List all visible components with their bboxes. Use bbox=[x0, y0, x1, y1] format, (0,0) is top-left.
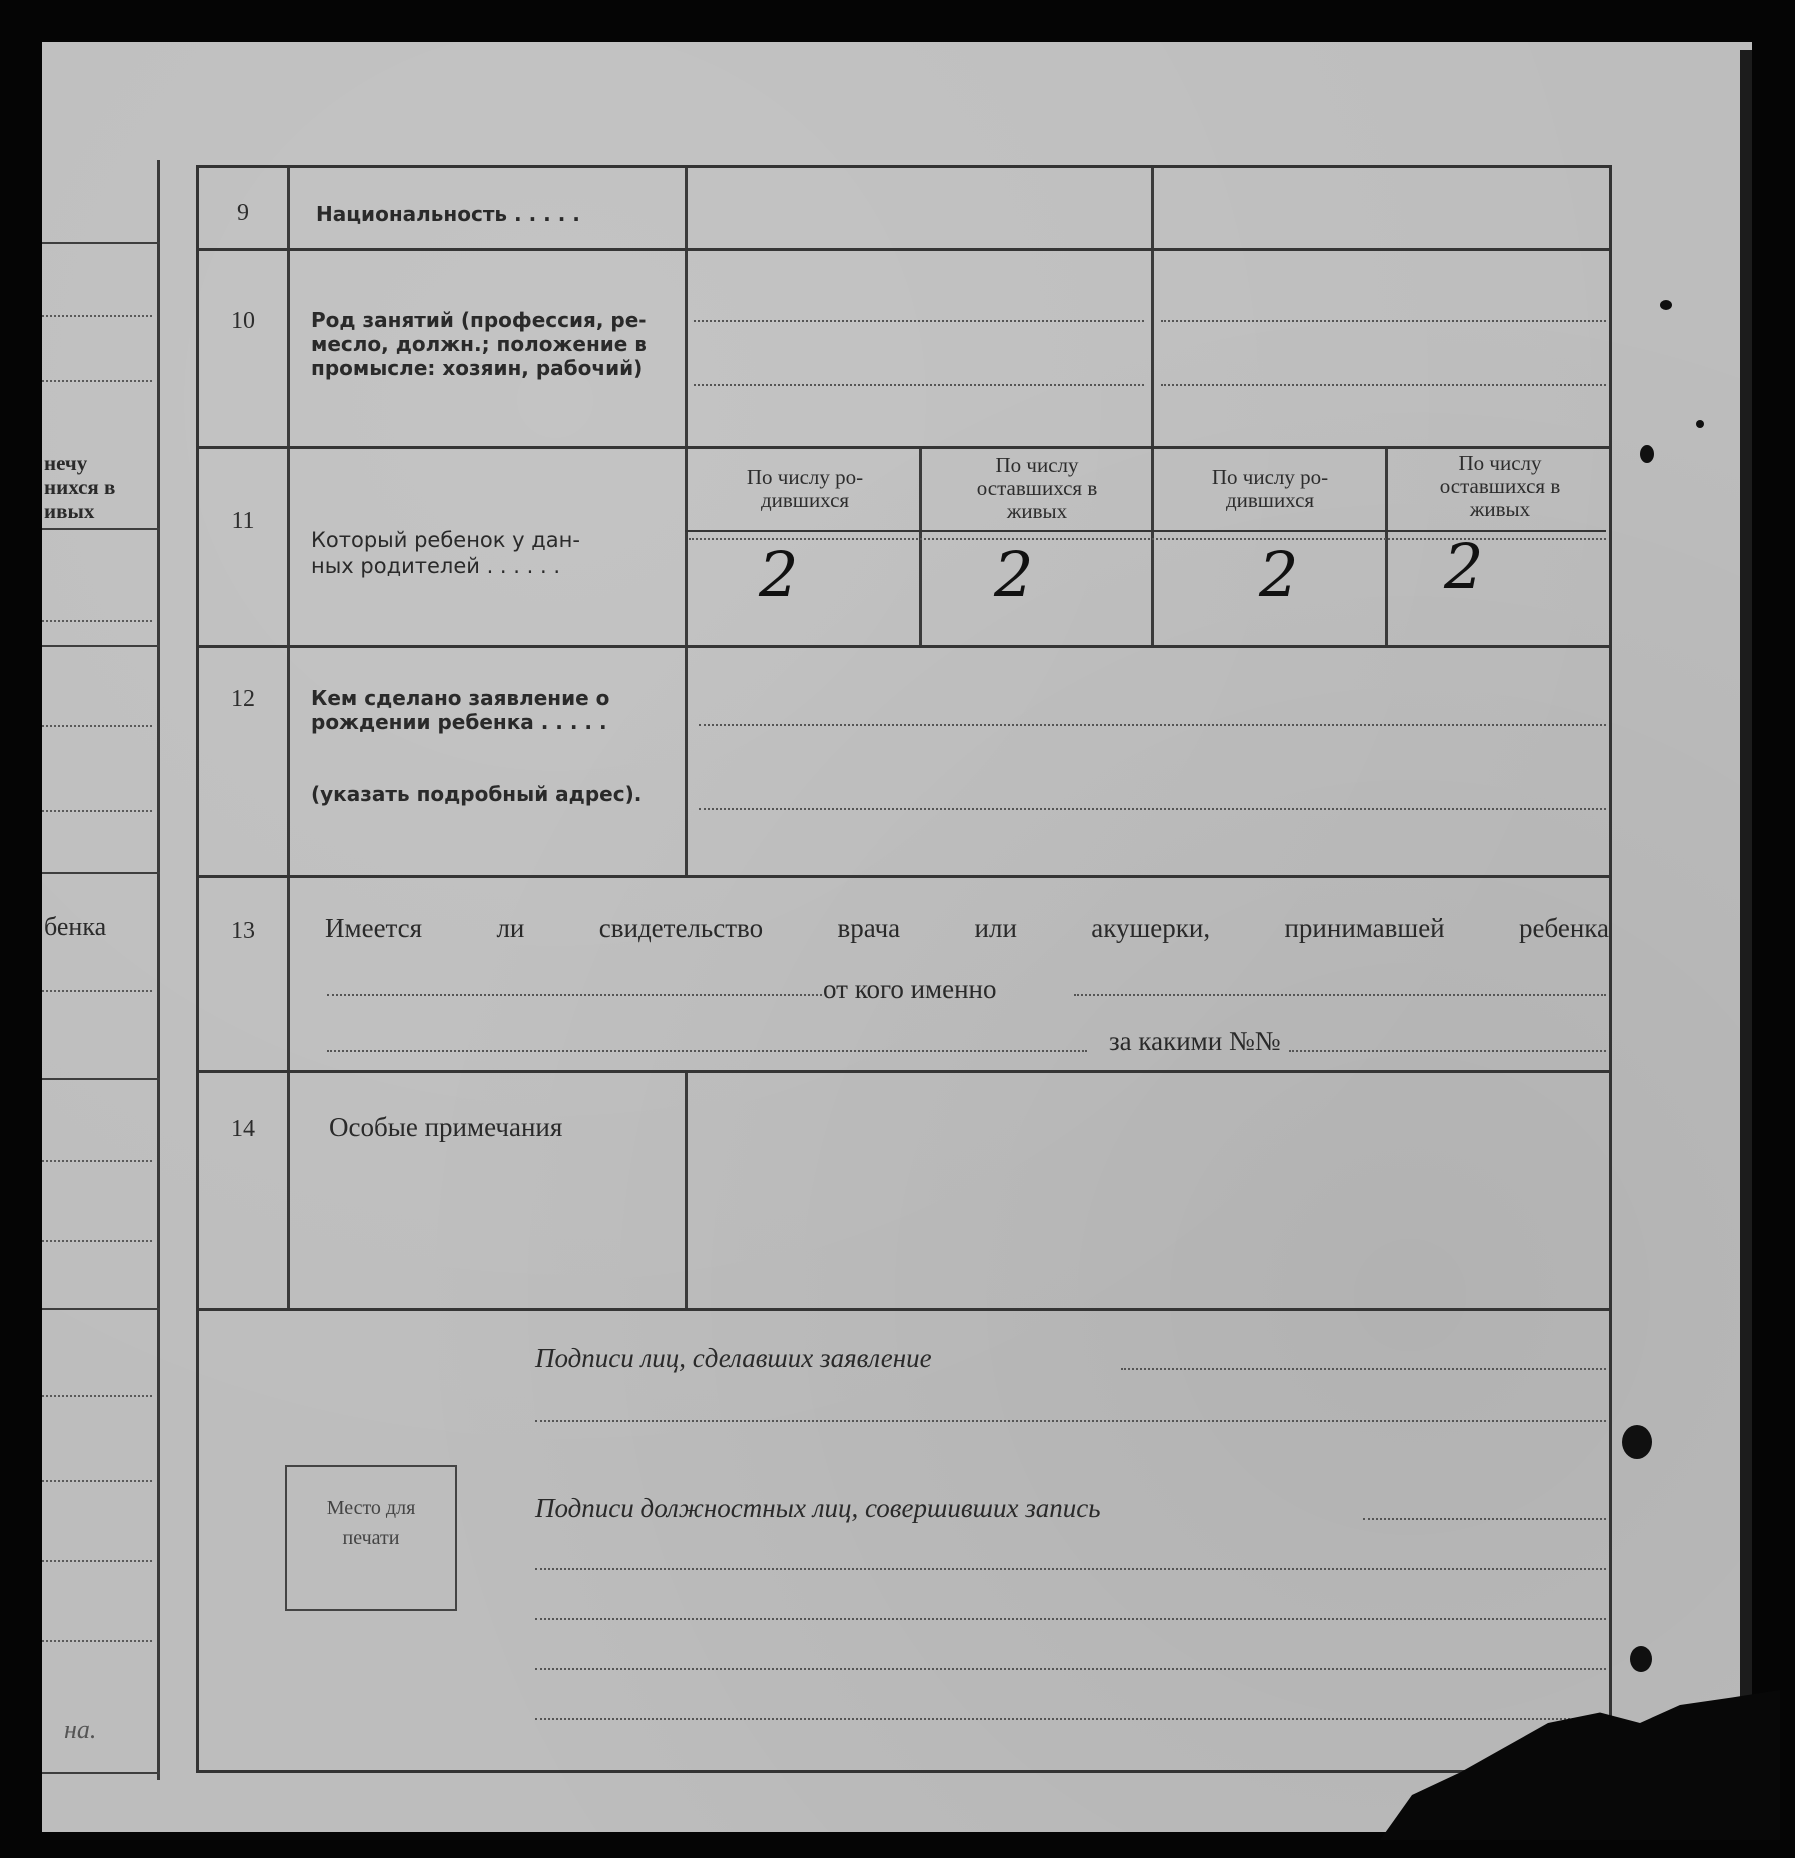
row-14-label: Особые примечания bbox=[329, 1112, 563, 1142]
officials-signature-line bbox=[535, 1668, 1606, 1670]
row-9-label: Национальность . . . . . bbox=[316, 202, 580, 226]
punch-hole-mark bbox=[1622, 1425, 1652, 1459]
left-strip-border bbox=[157, 160, 160, 1780]
col-header-born-2 bbox=[1155, 466, 1385, 512]
applicants-signature-line bbox=[1121, 1368, 1606, 1370]
col-header-line: дившихся bbox=[1225, 488, 1315, 512]
stamp-placeholder bbox=[285, 1465, 457, 1611]
row-divider bbox=[199, 248, 1609, 251]
row-11-number: 11 bbox=[231, 508, 255, 534]
left-strip-rule bbox=[42, 872, 160, 874]
row-12-label-line1: Кем сделано заявление о bbox=[311, 686, 610, 710]
handwritten-alive-1: 2 bbox=[994, 538, 1034, 611]
row-12-number: 12 bbox=[231, 686, 255, 712]
left-fragment-4: бенка bbox=[44, 912, 107, 941]
col-header-alive-2 bbox=[1389, 452, 1611, 521]
left-fragment-5: на. bbox=[64, 1715, 97, 1744]
row-12-label-line2: рождении ребенка . . . . . bbox=[311, 710, 607, 734]
left-strip-dotted bbox=[42, 990, 152, 992]
label-column-border bbox=[685, 168, 688, 875]
row-13-question: Имеется ли свидетельство врача или акушерки, принимавшей ребенка bbox=[325, 913, 1609, 943]
row-13-from-whom: от кого именно bbox=[823, 974, 997, 1004]
left-strip-rule bbox=[42, 1772, 160, 1774]
adjacent-page-fragment bbox=[42, 160, 160, 1780]
handwritten-born-2: 2 bbox=[1259, 538, 1299, 611]
col-header-line: дившихся bbox=[760, 488, 850, 512]
left-strip-dotted bbox=[42, 315, 152, 317]
row-13-entry-line bbox=[327, 1050, 1087, 1052]
row-11-label-line1: Который ребенок у дан- bbox=[311, 528, 580, 552]
left-fragment-2: нихся в bbox=[44, 475, 116, 499]
row-divider bbox=[199, 1070, 1609, 1073]
row-13-entry-line bbox=[1074, 994, 1606, 996]
left-strip-dotted bbox=[42, 1480, 152, 1482]
left-strip-dotted bbox=[42, 620, 152, 622]
officials-signature-line bbox=[535, 1568, 1606, 1570]
left-strip-dotted bbox=[42, 1395, 152, 1397]
row-10-entry-line bbox=[1161, 320, 1606, 322]
left-fragment-3: ивых bbox=[44, 499, 95, 523]
left-strip-dotted bbox=[42, 1160, 152, 1162]
row-12-sublabel: (указать подробный адрес). bbox=[311, 782, 642, 806]
row-9-number: 9 bbox=[237, 200, 249, 226]
row-10-number: 10 bbox=[231, 308, 255, 334]
row-14-number: 14 bbox=[231, 1116, 255, 1142]
label-column-border bbox=[685, 1070, 688, 1308]
col-header-line: По числу ро- bbox=[746, 465, 864, 489]
stamp-label-line1: Место для bbox=[326, 1497, 416, 1519]
left-strip-dotted bbox=[42, 810, 152, 812]
col-header-line: живых bbox=[1469, 497, 1531, 521]
col-header-line: По числу ро- bbox=[1211, 465, 1329, 489]
page-edge-shadow bbox=[1740, 50, 1752, 1830]
row-12-entry-line bbox=[699, 808, 1606, 810]
col-header-line: По числу bbox=[995, 453, 1079, 477]
row-divider bbox=[199, 875, 1609, 878]
col-header-line: оставшихся в bbox=[976, 476, 1098, 500]
left-strip-rule bbox=[42, 645, 160, 647]
col-header-line: По числу bbox=[1458, 451, 1542, 475]
stamp-label-line2: печати bbox=[342, 1527, 400, 1549]
col-header-line: оставшихся в bbox=[1439, 474, 1561, 498]
officials-signature-line bbox=[1363, 1518, 1606, 1520]
row-10-entry-line bbox=[694, 384, 1144, 386]
parent-column-border bbox=[1151, 168, 1154, 645]
row-11-label-line2: ных родителей . . . . . . bbox=[311, 554, 561, 578]
punch-hole-mark bbox=[1640, 445, 1654, 463]
left-strip-rule bbox=[42, 528, 160, 530]
handwritten-alive-2: 2 bbox=[1444, 530, 1484, 603]
row-13-number: 13 bbox=[231, 918, 255, 944]
punch-hole-mark bbox=[1630, 1646, 1652, 1672]
row-10-label-line3: промысле: хозяин, рабочий) bbox=[311, 356, 643, 380]
col-header-born-1 bbox=[691, 466, 919, 512]
row-10-label-line1: Род занятий (профессия, ре- bbox=[311, 308, 647, 332]
row-13-entry-line bbox=[1289, 1050, 1606, 1052]
subcolumn-border bbox=[919, 448, 922, 645]
left-fragment-1: нечу bbox=[44, 451, 88, 475]
ink-mark bbox=[1696, 420, 1704, 428]
applicants-signature-label: Подписи лиц, сделавших заявление bbox=[535, 1343, 932, 1373]
row-10-entry-line bbox=[1161, 384, 1606, 386]
left-strip-rule bbox=[42, 1308, 160, 1310]
row-13-entry-line bbox=[327, 994, 822, 996]
number-column-border bbox=[287, 168, 290, 1308]
col-header-line: живых bbox=[1006, 499, 1068, 523]
left-strip-dotted bbox=[42, 1640, 152, 1642]
officials-signature-label: Подписи должностных лиц, совершивших запись bbox=[535, 1493, 1101, 1523]
row-13-numbers: за какими №№ bbox=[1109, 1026, 1281, 1056]
left-strip-dotted bbox=[42, 725, 152, 727]
col-header-alive-1 bbox=[923, 454, 1151, 523]
row-10-label-line2: месло, должн.; положение в bbox=[311, 332, 647, 356]
left-strip-dotted bbox=[42, 1240, 152, 1242]
officials-signature-line bbox=[535, 1618, 1606, 1620]
left-strip-dotted bbox=[42, 1560, 152, 1562]
subcolumn-border bbox=[1385, 448, 1388, 645]
row-divider bbox=[199, 1308, 1609, 1311]
officials-signature-line bbox=[535, 1718, 1606, 1720]
handwritten-born-1: 2 bbox=[759, 538, 799, 611]
left-strip-rule bbox=[42, 1078, 160, 1080]
row-12-entry-line bbox=[699, 724, 1606, 726]
applicants-signature-line bbox=[535, 1420, 1606, 1422]
row-divider bbox=[199, 446, 1609, 449]
row-10-entry-line bbox=[694, 320, 1144, 322]
left-strip-dotted bbox=[42, 380, 152, 382]
row-divider bbox=[199, 645, 1609, 648]
ink-mark bbox=[1660, 300, 1672, 310]
left-strip-rule bbox=[42, 242, 160, 244]
